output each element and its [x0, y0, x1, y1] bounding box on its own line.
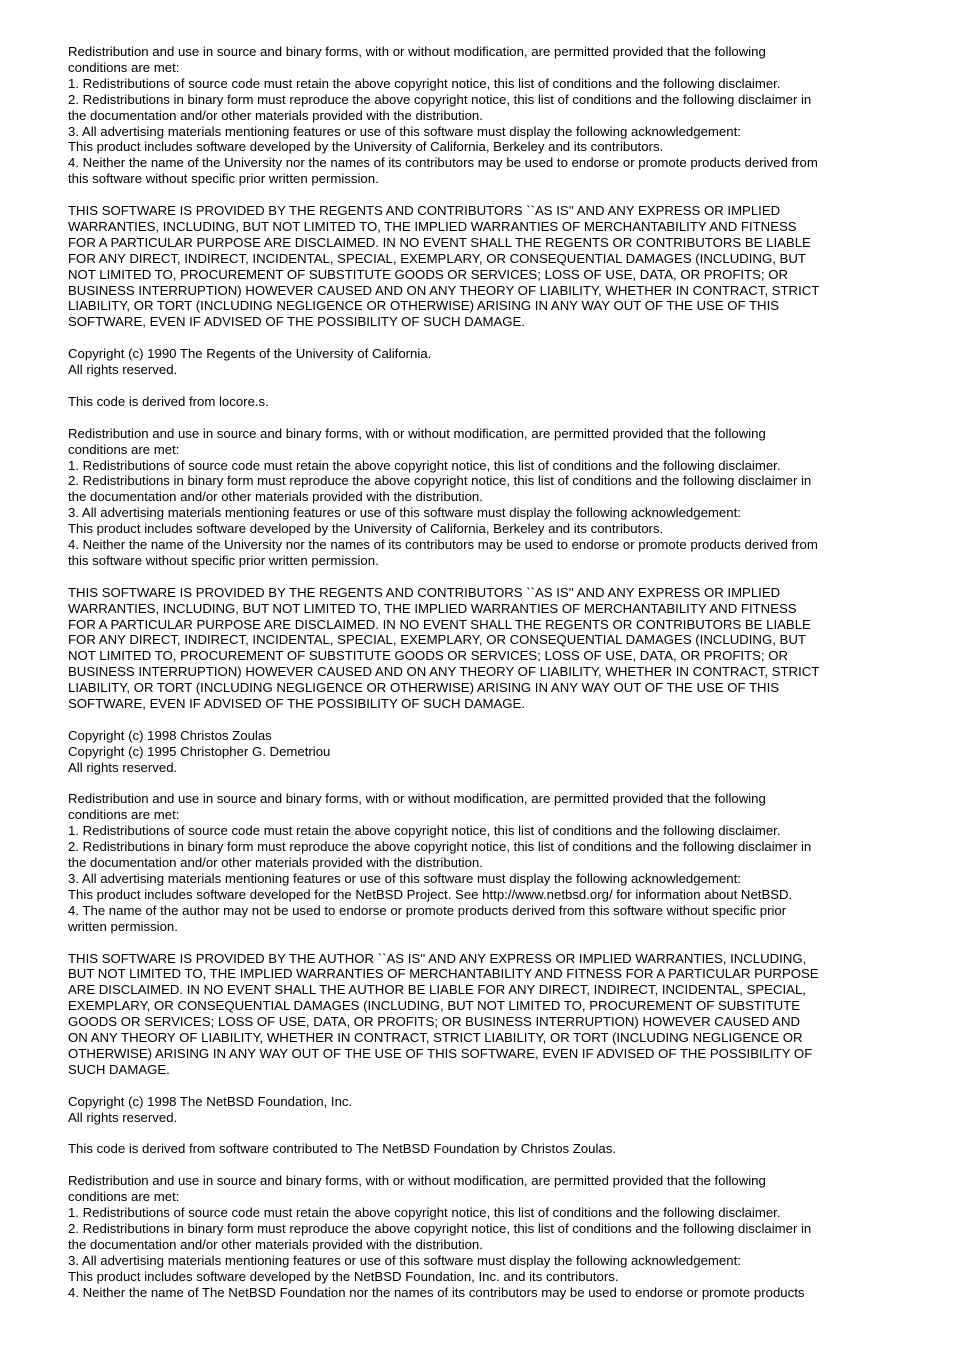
text-line: This code is derived from software contributed to The NetBSD Foundation by Christos Zoulas.: [68, 1141, 617, 1157]
license-paragraph: [68, 346, 898, 378]
text-line: the documentation and/or other materials provided with the distribution.: [68, 855, 483, 871]
license-document: [68, 44, 898, 1316]
license-paragraph: [68, 426, 898, 569]
text-line: 3. All advertising materials mentioning features or use of this software must display the following acknowledgement:: [68, 123, 741, 139]
text-line: written permission.: [68, 918, 178, 934]
text-line: this software without specific prior written permission.: [68, 552, 379, 568]
text-line: 1. Redistributions of source code must retain the above copyright notice, this list of conditions and the following disclaimer.: [68, 1204, 781, 1220]
license-paragraph: [68, 44, 898, 187]
text-line: This product includes software developed by the University of California, Berkeley and its contributors.: [68, 521, 664, 537]
text-line: BUSINESS INTERRUPTION) HOWEVER CAUSED AND ON ANY THEORY OF LIABILITY, WHETHER IN CONTRACT, STRICT: [68, 282, 820, 298]
text-line: NOT LIMITED TO, PROCUREMENT OF SUBSTITUTE GOODS OR SERVICES; LOSS OF USE, DATA, OR PROFITS; OR: [68, 266, 789, 282]
text-line: OTHERWISE) ARISING IN ANY WAY OUT OF THE USE OF THIS SOFTWARE, EVEN IF ADVISED OF THE POSSIBILITY OF: [68, 1045, 813, 1061]
text-line: FOR ANY DIRECT, INDIRECT, INCIDENTAL, SPECIAL, EXEMPLARY, OR CONSEQUENTIAL DAMAGES (INCLUDING, BUT: [68, 250, 806, 266]
text-line: Copyright (c) 1998 Christos Zoulas: [68, 727, 272, 743]
text-line: This product includes software developed for the NetBSD Project. See http://www.netbsd.org/ for information about NetBSD.: [68, 886, 793, 902]
text-line: GOODS OR SERVICES; LOSS OF USE, DATA, OR PROFITS; OR BUSINESS INTERRUPTION) HOWEVER CAUSED AND: [68, 1014, 801, 1030]
text-line: FOR A PARTICULAR PURPOSE ARE DISCLAIMED. IN NO EVENT SHALL THE REGENTS OR CONTRIBUTORS BE LIABLE: [68, 616, 811, 632]
text-line: This product includes software developed by the University of California, Berkeley and its contributors.: [68, 139, 664, 155]
license-paragraph: [68, 585, 898, 712]
text-line: 1. Redistributions of source code must retain the above copyright notice, this list of conditions and the following disclaimer.: [68, 823, 781, 839]
license-paragraph: [68, 1173, 898, 1300]
text-line: This product includes software developed by the NetBSD Foundation, Inc. and its contributors.: [68, 1268, 619, 1284]
text-line: Copyright (c) 1995 Christopher G. Demetriou: [68, 743, 331, 759]
text-line: WARRANTIES, INCLUDING, BUT NOT LIMITED TO, THE IMPLIED WARRANTIES OF MERCHANTABILITY AND FITNESS: [68, 218, 797, 234]
text-line: FOR ANY DIRECT, INDIRECT, INCIDENTAL, SPECIAL, EXEMPLARY, OR CONSEQUENTIAL DAMAGES (INCLUDING, BUT: [68, 632, 806, 648]
text-line: SOFTWARE, EVEN IF ADVISED OF THE POSSIBILITY OF SUCH DAMAGE.: [68, 314, 526, 330]
text-line: 3. All advertising materials mentioning features or use of this software must display the following acknowledgement:: [68, 1252, 741, 1268]
text-line: 2. Redistributions in binary form must reproduce the above copyright notice, this list of conditions and the following disclaimer in: [68, 1220, 812, 1236]
license-paragraph: [68, 203, 898, 330]
text-line: 4. Neither the name of the University nor the names of its contributors may be used to endorse or promote products derived from: [68, 537, 818, 553]
text-line: Redistribution and use in source and binary forms, with or without modification, are permitted provided that the following: [68, 44, 766, 59]
license-paragraph: [68, 791, 898, 934]
text-line: Redistribution and use in source and binary forms, with or without modification, are permitted provided that the following: [68, 1173, 766, 1189]
text-line: THIS SOFTWARE IS PROVIDED BY THE REGENTS AND CONTRIBUTORS ``AS IS'' AND ANY EXPRESS OR IMPLIED: [68, 203, 781, 219]
text-line: Copyright (c) 1998 The NetBSD Foundation, Inc.: [68, 1093, 353, 1109]
text-line: conditions are met:: [68, 441, 180, 457]
text-line: the documentation and/or other materials provided with the distribution.: [68, 1236, 483, 1252]
text-line: BUSINESS INTERRUPTION) HOWEVER CAUSED AND ON ANY THEORY OF LIABILITY, WHETHER IN CONTRACT, STRICT: [68, 664, 820, 680]
text-line: ARE DISCLAIMED. IN NO EVENT SHALL THE AUTHOR BE LIABLE FOR ANY DIRECT, INDIRECT, INCIDENTAL, SPECIAL,: [68, 982, 806, 998]
text-line: This code is derived from locore.s.: [68, 393, 269, 409]
text-line: conditions are met:: [68, 807, 180, 823]
text-line: FOR A PARTICULAR PURPOSE ARE DISCLAIMED. IN NO EVENT SHALL THE REGENTS OR CONTRIBUTORS BE LIABLE: [68, 234, 811, 250]
text-line: Redistribution and use in source and binary forms, with or without modification, are permitted provided that the following: [68, 791, 766, 807]
text-line: Redistribution and use in source and binary forms, with or without modification, are permitted provided that the following: [68, 425, 766, 441]
license-paragraph: [68, 394, 898, 410]
text-line: the documentation and/or other materials provided with the distribution.: [68, 107, 483, 123]
text-line: All rights reserved.: [68, 362, 178, 378]
text-line: 3. All advertising materials mentioning features or use of this software must display the following acknowledgement:: [68, 871, 741, 887]
text-line: SUCH DAMAGE.: [68, 1061, 170, 1077]
text-line: 2. Redistributions in binary form must reproduce the above copyright notice, this list of conditions and the following disclaimer in: [68, 473, 812, 489]
text-line: All rights reserved.: [68, 1109, 178, 1125]
text-line: 2. Redistributions in binary form must reproduce the above copyright notice, this list of conditions and the following disclaimer in: [68, 839, 812, 855]
text-line: Copyright (c) 1990 The Regents of the University of California.: [68, 346, 432, 362]
text-line: the documentation and/or other materials provided with the distribution.: [68, 489, 483, 505]
text-line: LIABILITY, OR TORT (INCLUDING NEGLIGENCE OR OTHERWISE) ARISING IN ANY WAY OUT OF THE USE OF THIS: [68, 680, 780, 696]
text-line: 3. All advertising materials mentioning features or use of this software must display the following acknowledgement:: [68, 505, 741, 521]
text-line: WARRANTIES, INCLUDING, BUT NOT LIMITED TO, THE IMPLIED WARRANTIES OF MERCHANTABILITY AND FITNESS: [68, 600, 797, 616]
text-line: 2. Redistributions in binary form must reproduce the above copyright notice, this list of conditions and the following disclaimer in: [68, 91, 812, 107]
text-line: 4. Neither the name of the University nor the names of its contributors may be used to endorse or promote products derived from: [68, 155, 818, 171]
license-paragraph: [68, 951, 898, 1078]
text-line: THIS SOFTWARE IS PROVIDED BY THE REGENTS AND CONTRIBUTORS ``AS IS'' AND ANY EXPRESS OR IMPLIED: [68, 584, 781, 600]
text-line: conditions are met:: [68, 59, 180, 75]
text-line: NOT LIMITED TO, PROCUREMENT OF SUBSTITUTE GOODS OR SERVICES; LOSS OF USE, DATA, OR PROFITS; OR: [68, 648, 789, 664]
text-line: 1. Redistributions of source code must retain the above copyright notice, this list of conditions and the following disclaimer.: [68, 75, 781, 91]
license-paragraph: [68, 728, 898, 776]
text-line: THIS SOFTWARE IS PROVIDED BY THE AUTHOR ``AS IS'' AND ANY EXPRESS OR IMPLIED WARRANTIES, INCLUDING,: [68, 950, 807, 966]
text-line: conditions are met:: [68, 1189, 180, 1205]
text-line: 4. The name of the author may not be used to endorse or promote products derived from this software without specific prior: [68, 902, 787, 918]
text-line: this software without specific prior written permission.: [68, 171, 379, 187]
text-line: ON ANY THEORY OF LIABILITY, WHETHER IN CONTRACT, STRICT LIABILITY, OR TORT (INCLUDING NEGLIGENCE OR: [68, 1030, 803, 1046]
license-paragraph: [68, 1141, 898, 1157]
text-line: SOFTWARE, EVEN IF ADVISED OF THE POSSIBILITY OF SUCH DAMAGE.: [68, 696, 526, 712]
text-line: All rights reserved.: [68, 759, 178, 775]
text-line: LIABILITY, OR TORT (INCLUDING NEGLIGENCE OR OTHERWISE) ARISING IN ANY WAY OUT OF THE USE OF THIS: [68, 298, 780, 314]
text-line: 1. Redistributions of source code must retain the above copyright notice, this list of conditions and the following disclaimer.: [68, 457, 781, 473]
text-line: BUT NOT LIMITED TO, THE IMPLIED WARRANTIES OF MERCHANTABILITY AND FITNESS FOR A PARTICULAR PURPOSE: [68, 966, 819, 982]
text-line: EXEMPLARY, OR CONSEQUENTIAL DAMAGES (INCLUDING, BUT NOT LIMITED TO, PROCUREMENT OF SUBSTITUTE: [68, 998, 801, 1014]
license-paragraph: [68, 1094, 898, 1126]
text-line: 4. Neither the name of The NetBSD Foundation nor the names of its contributors may be used to endorse or promote products: [68, 1284, 805, 1300]
